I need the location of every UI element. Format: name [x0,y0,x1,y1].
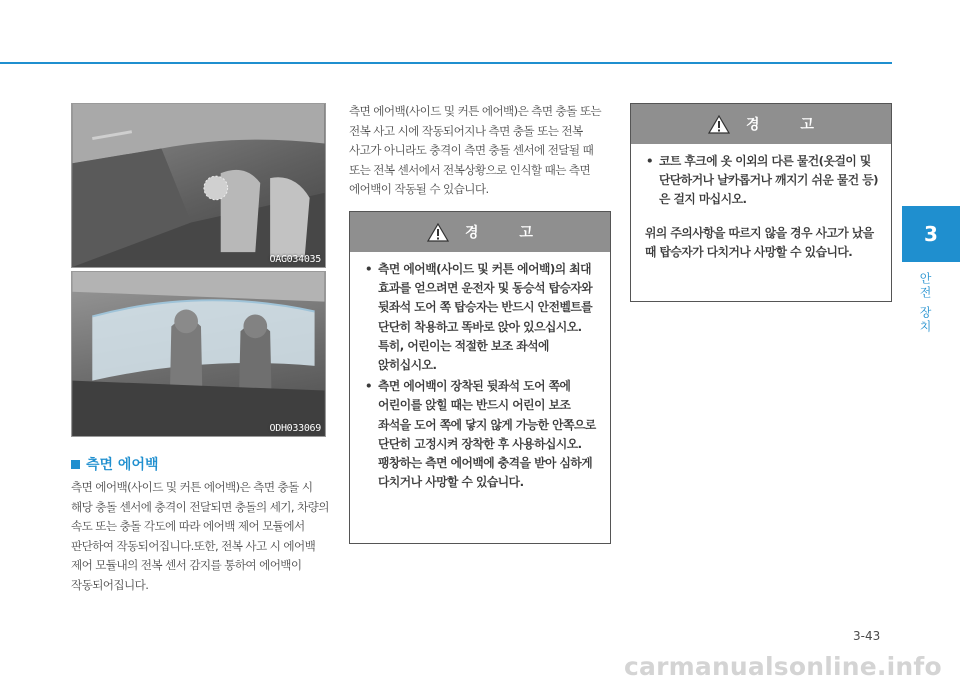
warning-box-seating [349,211,611,544]
warning-body [350,252,610,492]
activation-note: 측면 에어백(사이드 및 커튼 에어백)은 측면 충돌 또는 전복 사고 시에 작동되어지나 측면 충돌 또는 전복 사고가 아니라도 충격이 측면 충돌 센서에 전달될 때 또는 전복 센서에서 전복상황으로 인식할 때는 측면 에어백이 작동될 수 있습니다. [349,104,602,196]
warning-title: 경 고 [746,117,832,133]
warning-list [645,152,879,210]
warning-header [631,104,891,144]
warning-box-coat-hook [630,103,892,302]
curtain-airbag-photo [71,271,326,437]
photo-code: ODH033069 [269,423,321,434]
square-bullet-icon [71,460,80,469]
warning-item: • 측면 에어백(사이드 및 커튼 에어백)의 최대 효과를 얻으려면 운전자 및 동승석 탑승자와 뒷좌석 도어 쪽 탑승자는 반드시 안전벨트를 단단히 착용하고 똑바로 앉아 있으십시오. 특히, 어린이는 적절한 보조 좌석에 앉히십시오. [364,260,598,375]
side-airbag-photo [71,103,326,268]
photo-code: OAG034035 [269,254,321,265]
section-heading-text: 측면 에어백 [86,457,159,473]
curtain-airbag-illustration [72,272,325,436]
chapter-number: 3 [924,222,938,246]
warning-item: • 측면 에어백이 장착된 뒷좌석 도어 쪽에 어린이를 앉힐 때는 반드시 어린이 보조 좌석을 도어 쪽에 닿지 않게 가능한 안쪽으로 단단히 고정시켜 장착한 후 사용하십시오. 팽창하는 측면 에어백에 충격을 받아 심하게 다치거나 사망할 수 있습니다. [364,377,598,492]
warning-body [631,144,891,262]
page-number: 3-43 [853,629,881,643]
warning-list [364,260,598,492]
warning-header [350,212,610,252]
warning-triangle-icon [708,115,730,134]
watermark: carmanualsonline.info [624,652,942,681]
warning-consequence: 위의 주의사항을 따르지 않을 경우 사고가 났을 때 탑승자가 다치거나 사망할 수 있습니다. [645,225,874,259]
top-rule [0,62,892,64]
warning-triangle-icon [427,223,449,242]
car-interior-illustration [72,104,325,267]
chapter-tab [902,206,960,262]
warning-title: 경 고 [465,225,551,241]
chapter-label: 안전 장치 [918,272,932,334]
side-airbag-description: 측면 에어백(사이드 및 커튼 에어백)은 측면 충돌 시 해당 충돌 센서에 충격이 전달되면 충돌의 세기, 차량의 속도 또는 충돌 각도에 따라 에어백 제어 모듈에서 판단하여 작동되어집니다.또한, 전복 사고 시 에어백 제어 모듈내의 전복 센서 감지를 통하여 에어백이 작동되어집니다. [71,480,329,592]
warning-item: • 코트 후크에 옷 이외의 다른 물건(옷걸이 및 단단하거나 날카롭거나 깨지기 쉬운 물건 등)은 걸지 마십시오. [645,152,879,210]
section-heading [71,454,159,474]
